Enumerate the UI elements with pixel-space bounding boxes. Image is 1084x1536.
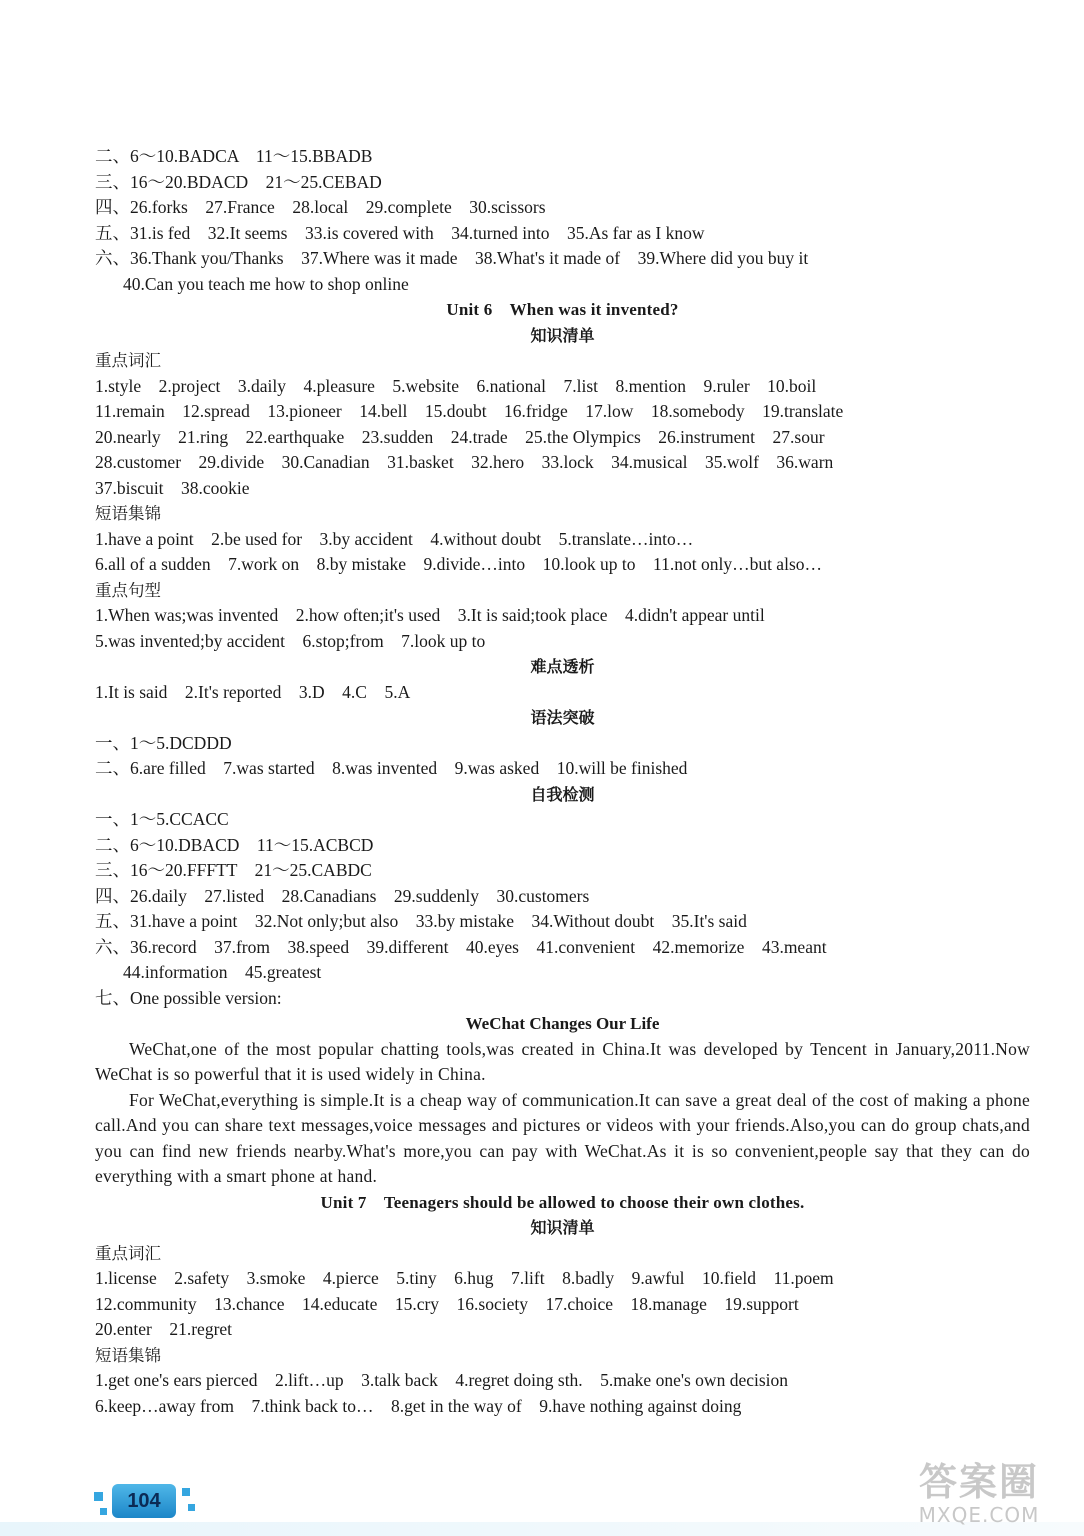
decor-square bbox=[100, 1508, 107, 1515]
unit6-difficulty-heading: 难点透析 bbox=[530, 657, 595, 676]
decor-square bbox=[188, 1504, 195, 1511]
selfcheck-line: 四、26.daily 27.listed 28.Canadians 29.suddenly 30.customers bbox=[95, 885, 590, 906]
unit6-vocab-label: 重点词汇 bbox=[95, 351, 161, 370]
decor-square bbox=[182, 1488, 190, 1496]
page-number: 104 bbox=[112, 1484, 176, 1518]
answer-line: 40.Can you teach me how to shop online bbox=[123, 273, 409, 294]
unit7-knowledge-heading: 知识清单 bbox=[530, 1218, 595, 1237]
vocab-line: 1.style 2.project 3.daily 4.pleasure 5.website 6.national 7.list 8.mention 9.ruler 10.boil bbox=[95, 375, 817, 396]
grammar-line: 一、1～5.DCDDD bbox=[95, 732, 232, 753]
answer-line: 二、6～10.BADCA 11～15.BBADB bbox=[95, 146, 373, 166]
vocab-line: 20.nearly 21.ring 22.earthquake 23.sudden 24.trade 25.the Olympics 26.instrument 27.sour bbox=[95, 426, 825, 447]
selfcheck-line: 三、16～20.FFFTT 21～25.CABDC bbox=[95, 860, 372, 880]
selfcheck-line: 44.information 45.greatest bbox=[123, 962, 322, 982]
vocab-line: 28.customer 29.divide 30.Canadian 31.basket 32.hero 33.lock 34.musical 35.wolf 36.warn bbox=[95, 452, 834, 472]
answer-line: 三、16～20.BDACD 21～25.CEBAD bbox=[95, 171, 382, 192]
decor-square bbox=[94, 1492, 103, 1501]
answer-content bbox=[95, 144, 1030, 1419]
phrase-line: 1.have a point 2.be used for 3.by accident 4.without doubt 5.translate…into… bbox=[95, 528, 694, 549]
selfcheck-line: 一、1～5.CCACC bbox=[95, 809, 229, 829]
unit7-title: Unit 7 Teenagers should be allowed to choose their own clothes. bbox=[320, 1192, 805, 1212]
unit6-sentence-label: 重点句型 bbox=[95, 580, 161, 600]
vocab-line: 1.license 2.safety 3.smoke 4.pierce 5.tiny 6.hug 7.lift 8.badly 9.awful 10.field 11.poem bbox=[95, 1268, 834, 1288]
unit6-grammar-heading: 语法突破 bbox=[530, 708, 595, 727]
vocab-line: 11.remain 12.spread 13.pioneer 14.bell 15.doubt 16.fridge 17.low 18.somebody 19.translate bbox=[95, 401, 844, 421]
sentence-line: 5.was invented;by accident 6.stop;from 7.look up to bbox=[95, 630, 486, 651]
unit6-knowledge-heading: 知识清单 bbox=[530, 325, 595, 345]
phrase-line: 6.keep…away from 7.think back to… 8.get in the way of 9.have nothing against doing bbox=[95, 1395, 742, 1416]
vocab-line: 37.biscuit 38.cookie bbox=[95, 477, 250, 498]
watermark-logo bbox=[894, 1460, 1064, 1530]
answer-line: 四、26.forks 27.France 28.local 29.complete 30.scissors bbox=[95, 197, 546, 217]
unit6-title: Unit 6 When was it invented? bbox=[446, 300, 679, 319]
phrase-line: 1.get one's ears pierced 2.lift…up 3.talk back 4.regret doing sth. 5.make one's own decision bbox=[95, 1370, 789, 1390]
unit7-phrase-label: 短语集锦 bbox=[95, 1345, 161, 1365]
essay-title: WeChat Changes Our Life bbox=[465, 1014, 660, 1033]
grammar-line: 二、6.are filled 7.was started 8.was invented 9.was asked 10.will be finished bbox=[95, 758, 688, 778]
selfcheck-line: 二、6～10.DBACD 11～15.ACBCD bbox=[95, 834, 374, 855]
essay-paragraph: WeChat,one of the most popular chatting tools,was created in China.It was developed by Tencent in January,2011.Now WeChat is so powerful that it is used widely in China. bbox=[95, 1038, 1030, 1084]
answer-line: 六、36.Thank you/Thanks 37.Where was it made 38.What's it made of 39.Where did you buy it bbox=[95, 248, 809, 268]
watermark-text: 答案圈 bbox=[918, 1460, 1039, 1504]
difficulty-line: 1.It is said 2.It's reported 3.D 4.C 5.A bbox=[95, 681, 411, 702]
vocab-line: 12.community 13.chance 14.educate 15.cry 16.society 17.choice 18.manage 19.support bbox=[95, 1293, 799, 1314]
vocab-line: 20.enter 21.regret bbox=[95, 1319, 233, 1339]
essay-paragraph: For WeChat,everything is simple.It is a cheap way of communication.It can save a great deal of the cost of making a phone call.And you can share text messages,voice messages and pictures or videos with your friends.Also,you can do group chats,and you can find new friends nearby.What's more,you can pay with WeChat.As it is so convenient,people say that they can do everything with a smart phone at hand. bbox=[95, 1089, 1030, 1186]
watermark-url: MXQE.COM bbox=[918, 1503, 1040, 1527]
answer-line: 五、31.is fed 32.It seems 33.is covered with 34.turned into 35.As far as I know bbox=[95, 222, 705, 243]
unit6-selfcheck-heading: 自我检测 bbox=[530, 784, 595, 804]
selfcheck-line: 六、36.record 37.from 38.speed 39.different 40.eyes 41.convenient 42.memorize 43.meant bbox=[95, 936, 827, 957]
writing-intro: 七、One possible version: bbox=[95, 987, 282, 1008]
phrase-line: 6.all of a sudden 7.work on 8.by mistake 9.divide…into 10.look up to 11.not only…but also… bbox=[95, 554, 823, 574]
sentence-line: 1.When was;was invented 2.how often;it's used 3.It is said;took place 4.didn't appear until bbox=[95, 605, 765, 625]
unit6-phrase-label: 短语集锦 bbox=[95, 504, 161, 523]
selfcheck-line: 五、31.have a point 32.Not only;but also 33.by mistake 34.Without doubt 35.It's said bbox=[95, 911, 747, 931]
unit7-vocab-label: 重点词汇 bbox=[95, 1243, 161, 1263]
